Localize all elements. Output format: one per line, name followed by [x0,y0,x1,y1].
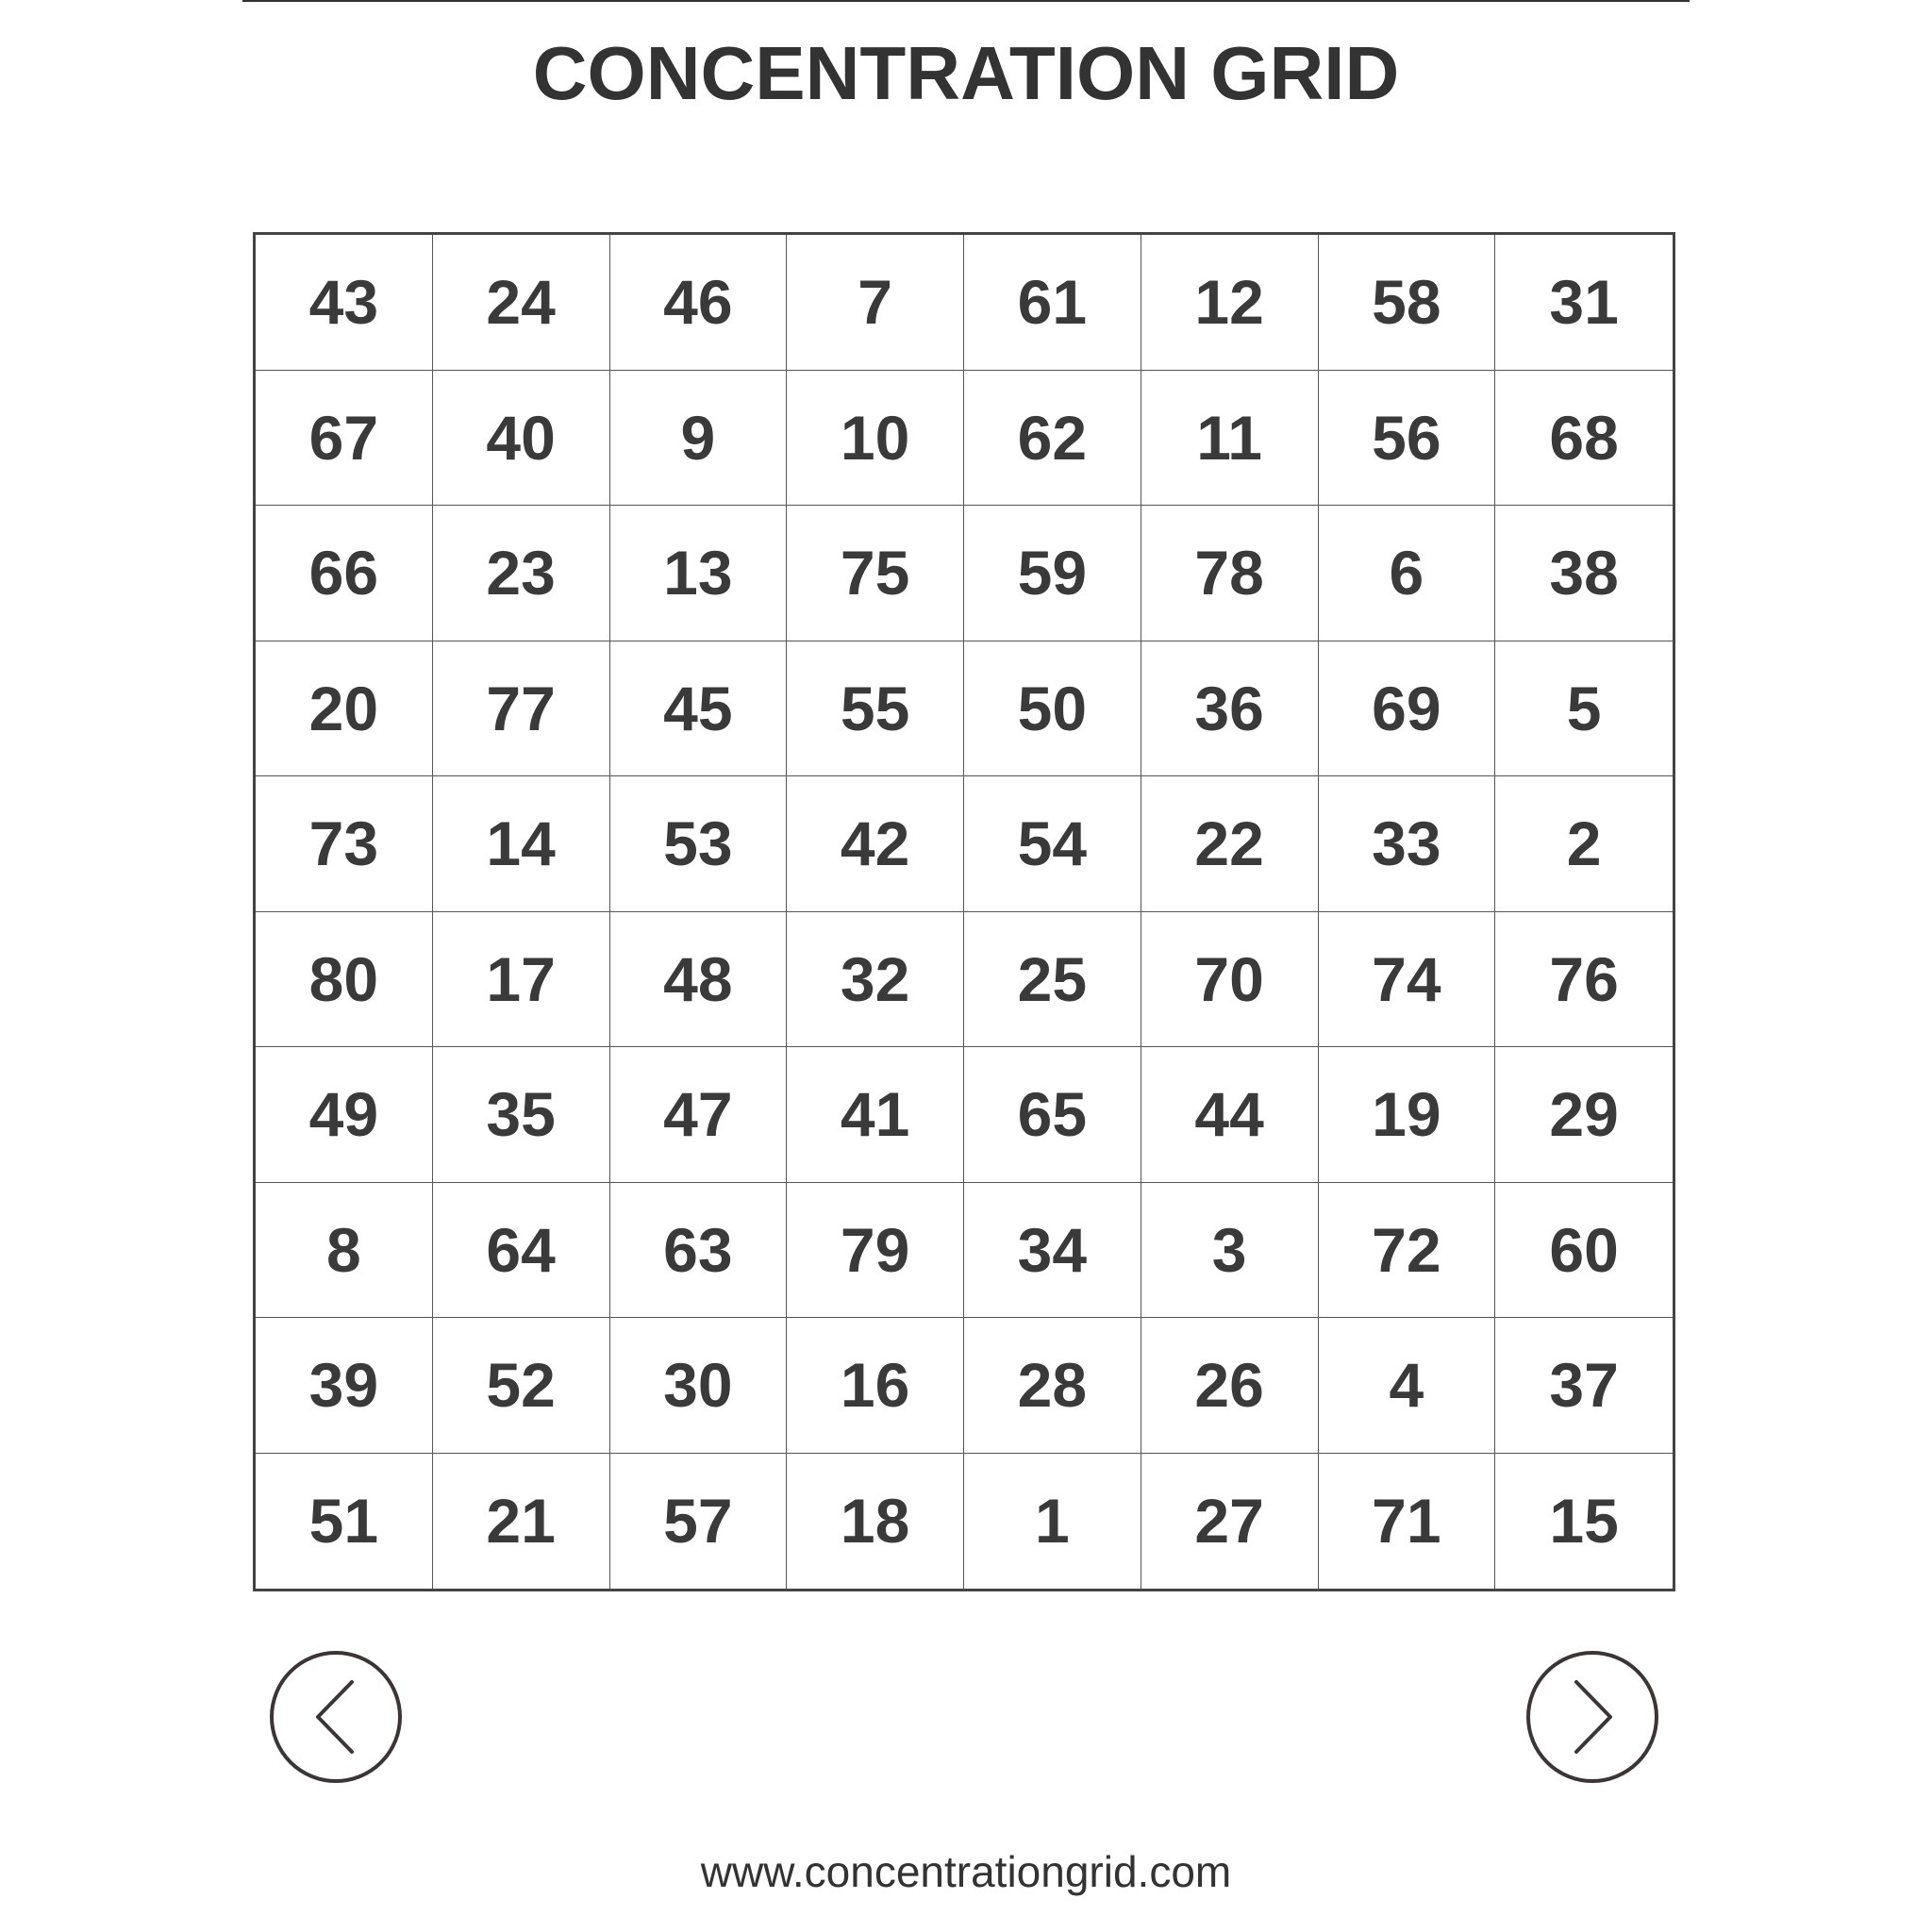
grid-cell[interactable]: 50 [964,641,1141,777]
grid-cell[interactable]: 67 [256,371,433,507]
grid-cell[interactable]: 14 [433,776,610,912]
grid-cell[interactable]: 65 [964,1047,1141,1183]
grid-cell[interactable]: 58 [1319,235,1496,371]
number-grid [253,232,1675,1591]
page [242,0,1690,1932]
grid-cell[interactable]: 70 [1141,912,1319,1048]
grid-cell[interactable]: 24 [433,235,610,371]
grid-cell[interactable]: 73 [256,776,433,912]
grid-cell[interactable]: 31 [1495,235,1673,371]
grid-cell[interactable]: 61 [964,235,1141,371]
grid-cell[interactable]: 9 [610,371,788,507]
grid-cell[interactable]: 34 [964,1183,1141,1319]
grid-cell[interactable]: 74 [1319,912,1496,1048]
grid-cell[interactable]: 56 [1319,371,1496,507]
grid-cell[interactable]: 41 [787,1047,964,1183]
grid-cell[interactable]: 44 [1141,1047,1319,1183]
grid-cell[interactable]: 13 [610,506,788,641]
grid-cell[interactable]: 28 [964,1318,1141,1454]
grid-cell[interactable]: 26 [1141,1318,1319,1454]
grid-cell[interactable]: 33 [1319,776,1496,912]
grid-cell[interactable]: 20 [256,641,433,777]
grid-cell[interactable]: 55 [787,641,964,777]
grid-cell[interactable]: 69 [1319,641,1496,777]
chevron-left-icon [303,1674,369,1759]
grid-cell[interactable]: 27 [1141,1454,1319,1590]
next-button[interactable] [1526,1651,1658,1783]
grid-cell[interactable]: 78 [1141,506,1319,641]
grid-cell[interactable]: 15 [1549,1486,1619,1557]
grid-cell[interactable]: 30 [610,1318,788,1454]
grid-cell[interactable]: 7 [787,235,964,371]
grid-cell[interactable]: 16 [787,1318,964,1454]
chevron-right-icon [1559,1674,1625,1759]
footer-url[interactable]: www.concentrationgrid.com [700,1847,1232,1896]
grid-cell[interactable]: 62 [964,371,1141,507]
grid-cell[interactable]: 60 [1495,1183,1673,1319]
grid-cell[interactable]: 40 [433,371,610,507]
page-title: CONCENTRATION GRID [532,31,1400,115]
grid-cell[interactable]: 72 [1319,1183,1496,1319]
grid-cell[interactable]: 18 [787,1454,964,1590]
grid-cell[interactable]: 12 [1141,235,1319,371]
grid-cell[interactable]: 22 [1141,776,1319,912]
grid-cell[interactable]: 42 [787,776,964,912]
grid-cell[interactable]: 11 [1141,371,1319,507]
grid-cell[interactable]: 63 [610,1183,788,1319]
grid-cell[interactable]: 57 [610,1454,788,1590]
grid-cell[interactable]: 66 [256,506,433,641]
grid-cell[interactable]: 8 [256,1183,433,1319]
grid-cell[interactable]: 35 [433,1047,610,1183]
grid-cell[interactable]: 36 [1141,641,1319,777]
grid-cell[interactable]: 4 [1319,1318,1496,1454]
grid-cell[interactable]: 48 [610,912,788,1048]
grid-cell[interactable]: 46 [610,235,788,371]
grid-cell[interactable]: 2 [1495,776,1673,912]
grid-cell[interactable]: 59 [964,506,1141,641]
grid-cell[interactable]: 75 [787,506,964,641]
grid-cell[interactable]: 5 [1495,641,1673,777]
grid-cell[interactable]: 23 [433,506,610,641]
top-divider [242,0,1690,2]
grid-cell[interactable]: 19 [1319,1047,1496,1183]
grid-cell[interactable]: 79 [787,1183,964,1319]
grid-cell[interactable]: 32 [787,912,964,1048]
grid-cell[interactable]: 37 [1495,1318,1673,1454]
grid-cell[interactable]: 3 [1141,1183,1319,1319]
prev-button[interactable] [270,1651,402,1783]
grid-cell[interactable]: 53 [610,776,788,912]
grid-cell[interactable]: 1 [964,1454,1141,1590]
grid-cell[interactable]: 68 [1495,371,1673,507]
grid-cell[interactable]: 38 [1495,506,1673,641]
grid-cell[interactable]: 76 [1495,912,1673,1048]
grid-cell[interactable]: 64 [433,1183,610,1319]
grid-cell[interactable]: 45 [610,641,788,777]
grid-cell[interactable]: 77 [433,641,610,777]
grid-cell[interactable]: 47 [610,1047,788,1183]
grid-cell[interactable]: 51 [256,1454,433,1590]
grid-cell[interactable]: 39 [256,1318,433,1454]
grid-cell[interactable]: 29 [1495,1047,1673,1183]
grid-cell[interactable]: 80 [256,912,433,1048]
grid-cell[interactable]: 43 [256,235,433,371]
grid-cell[interactable]: 71 [1319,1454,1496,1590]
grid-cell[interactable]: 6 [1319,506,1496,641]
grid-cell[interactable]: 17 [433,912,610,1048]
grid-cell[interactable]: 21 [433,1454,610,1590]
grid-cell[interactable]: 54 [964,776,1141,912]
grid-cell[interactable]: 10 [787,371,964,507]
grid-cell[interactable]: 25 [964,912,1141,1048]
grid-cell[interactable]: 49 [256,1047,433,1183]
grid-cell[interactable]: 52 [433,1318,610,1454]
